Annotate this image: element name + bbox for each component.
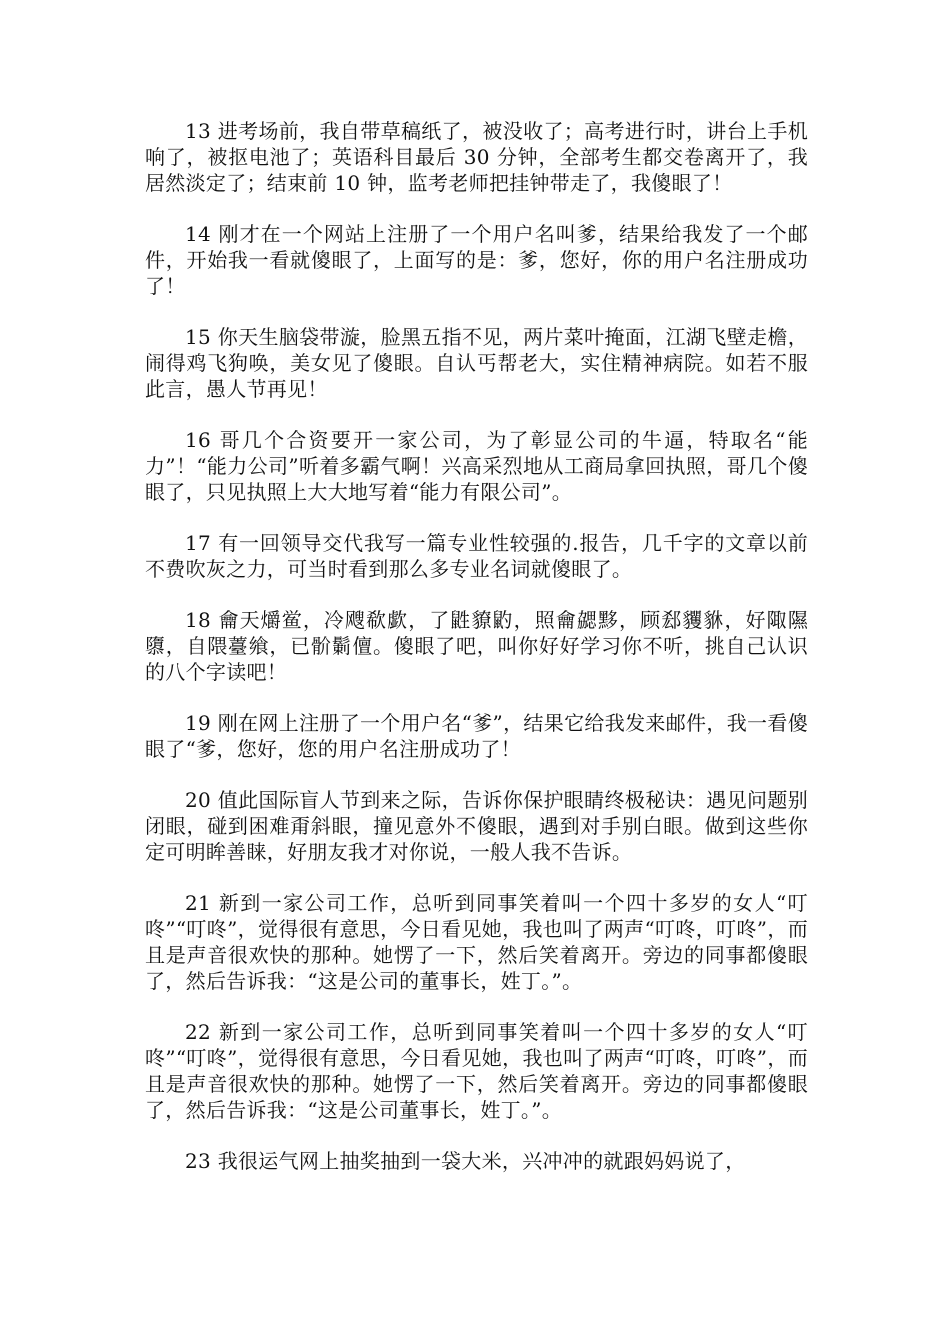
document-body <box>145 118 808 1199</box>
paragraph-18: 18 龠天爝鲎，冷飕欷歔，了鼪䝤䶂，照龠勰黟，顾郄貜貅，好陬隰隳，自隈薹飨，已骱鬎儃。傻眼了吧，叫你好好学习你不听，挑自己认识的八个字读吧！ <box>145 608 808 684</box>
paragraph-14: 14 刚才在一个网站上注册了一个用户名叫爹，结果给我发了一个邮件，开始我一看就傻眼了，上面写的是：爹，您好，你的用户名注册成功了！ <box>145 222 808 298</box>
paragraph-21: 21 新到一家公司工作，总听到同事笑着叫一个四十多岁的女人“叮咚”“叮咚”，觉得很有意思，今日看见她，我也叫了两声“叮咚，叮咚”，而且是声音很欢快的那种。她愣了一下，然后笑着离开。旁边的同事都傻眼了，然后告诉我：“这是公司的董事长，姓丁。”。 <box>145 891 808 993</box>
paragraph-23: 23 我很运气网上抽奖抽到一袋大米，兴冲冲的就跟妈妈说了， <box>185 1149 746 1173</box>
paragraph-20: 20 值此国际盲人节到来之际，告诉你保护眼睛终极秘诀：遇见问题别闭眼，碰到困难甭斜眼，撞见意外不傻眼，遇到对手别白眼。做到这些你定可明眸善睐，好朋友我才对你说，一般人我不告诉。 <box>145 788 808 864</box>
paragraph-17: 17 有一回领导交代我写一篇专业性较强的.报告，几千字的文章以前不费吹灰之力，可当时看到那么多专业名词就傻眼了。 <box>145 531 808 581</box>
paragraph-19: 19 刚在网上注册了一个用户名“爹”，结果它给我发来邮件，我一看傻眼了“爹，您好，您的用户名注册成功了！ <box>145 711 808 761</box>
paragraph-22: 22 新到一家公司工作，总听到同事笑着叫一个四十多岁的女人“叮咚”“叮咚”，觉得很有意思，今日看见她，我也叫了两声“叮咚，叮咚”，而且是声音很欢快的那种。她愣了一下，然后笑着离开。旁边的同事都傻眼了，然后告诉我：“这是公司董事长，姓丁。”。 <box>145 1020 808 1122</box>
paragraph-15: 15 你天生脑袋带漩，脸黑五指不见，两片菜叶掩面，江湖飞壁走檐，闹得鸡飞狗唤，美女见了傻眼。自认丐帮老大，实住精神病院。如若不服此言，愚人节再见！ <box>145 325 808 401</box>
paragraph-13: 13 进考场前，我自带草稿纸了，被没收了；高考进行时，讲台上手机响了，被抠电池了；英语科目最后 30 分钟，全部考生都交卷离开了，我居然淡定了；结束前 10 钟，监考老师把挂钟带走了，我傻眼了！ <box>145 119 808 195</box>
paragraph-16: 16 哥几个合资要开一家公司，为了彰显公司的牛逼，特取名“能力”！“能力公司”听着多霸气啊！兴高采烈地从工商局拿回执照，哥几个傻眼了，只见执照上大大地写着“能力有限公司”。 <box>145 428 808 504</box>
